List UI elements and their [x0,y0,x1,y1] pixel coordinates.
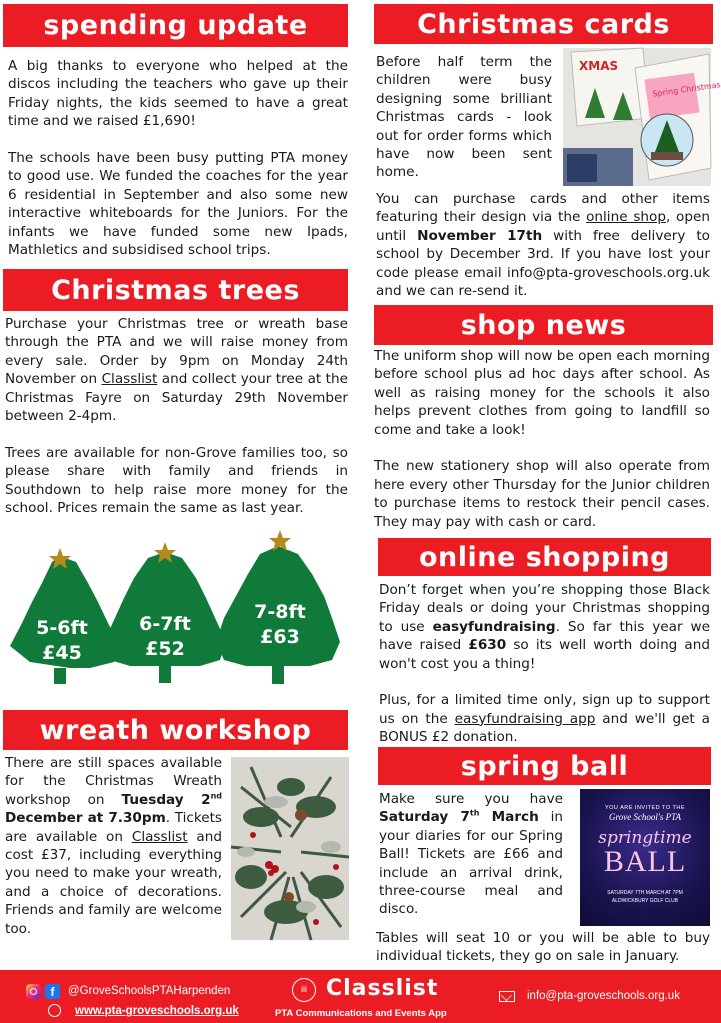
poster-invite: YOU ARE INVITED TO THE [604,805,686,811]
christmas-cards-title: Christmas cards [417,8,670,40]
spending-update-header [3,4,348,47]
tree-3-size: 7-8ft [254,601,306,623]
online-shopping-header [378,538,711,576]
shop-news-header [374,305,713,345]
shop-news-body [374,347,710,531]
tree-2-price: £52 [145,638,185,660]
christmas-trees-header [3,269,348,311]
tree-3 [216,530,340,684]
easyfundraising-app-link[interactable]: easyfundraising app [454,710,596,727]
online-shopping-body [379,581,710,747]
online-paragraph-2: Plus, for a limited time only, sign up to support us on the easyfundraising app and we'll get a BONUS £2 donation. [379,692,710,746]
tree-2 [104,542,226,683]
christmas-cards-body-2 [376,190,710,300]
poster-ball: BALL [603,845,687,878]
spring-ball-body-2 [376,929,710,966]
spring-paragraph-2: Tables will seat 10 or you will be able to buy individual tickets, they go on sale in January. [376,930,710,965]
spending-update-body [8,57,348,259]
classlist-subtitle: PTA Communications and Events App [275,1008,447,1019]
online-shopping-title: online shopping [418,541,670,573]
tree-1-size: 5-6ft [36,617,88,639]
tree-3-price: £63 [260,626,300,648]
classlist-wordmark: Classlist [326,976,439,1001]
christmas-trees-title: Christmas trees [51,274,300,306]
spending-update-title: spending update [43,10,308,41]
email-address[interactable]: info@pta-groveschools.org.uk [527,990,680,1002]
shop-paragraph-2: The new stationery shop will also operate from here every other Thursday for the Junior children to purchase items to restock their pencil cases. They may pay with cash or card. [374,458,710,530]
christmas-trees-body [5,315,348,517]
classlist-link[interactable]: Classlist [131,828,188,845]
christmas-card-artwork [563,48,721,186]
poster-venue: ALDWICKBURY GOLF CLUB [611,898,679,904]
footer [0,970,721,1023]
card-spring-text: Spring Christmas [651,80,721,99]
spring-ball-header [378,747,711,785]
christmas-trees-graphic [10,528,350,703]
christmas-cards-header [374,4,713,44]
wreath-photo [231,757,349,940]
wreath-paragraph: There are still spaces available for the Christmas Wreath workshop on Tuesday 2nd December at 7.30pm. Tickets are available on Classlist and cost £37, including everything you need to make your wreath, and a choice of decorations. Friends and family are welcome too. [5,755,222,937]
poster-script: springtime [598,828,692,848]
online-paragraph-1: Don’t forget when you’re shopping those Black Friday deals or doing your Christmas shopping to use easyfundraising. So far this year we have raised £630 so its well worth doing and won't cost you a thing! [379,582,710,672]
cards-paragraph-1: Before half term the children were busy designing some brilliant Christmas cards - look out for order forms which have now been sent home. [376,54,552,181]
spring-ball-title: spring ball [460,750,629,782]
tree-1 [10,548,120,684]
instagram-icon[interactable] [26,984,41,999]
wreath-workshop-body [5,754,222,938]
spring-paragraph-1: Make sure you have Saturday 7th March in your diaries for our Spring Ball! Tickets are £66 and include an arrival drink, three-course meal and disco. [379,791,564,918]
shop-paragraph-1: The uniform shop will now be open each morning before school plus ad hoc days after school. As well as raising money for the schools it also helps prevent clothes from going to landfill so come and take a look! [374,348,710,438]
classlist-link[interactable]: Classlist [101,371,158,388]
globe-icon [48,1004,61,1017]
spending-paragraph-2: The schools have been busy putting PTA money to good use. We funded the coaches for the year 6 residential in September and also some new interactive whiteboards for the Juniors. For the infants we have funded some new Ipads, Mathletics and subsidised school trips. [8,150,348,259]
email-icon [499,991,515,1002]
shop-news-title: shop news [460,309,627,341]
poster-date: SATURDAY 7TH MARCH AT 7PM [607,890,683,896]
christmas-cards-body-1 [376,53,552,182]
trees-paragraph-2: Trees are available for non-Grove families too, so please share with family and friends in Southdown to help raise more money for the school. Prices remain the same as last year. [5,444,348,517]
spring-ball-poster [580,789,710,926]
trees-paragraph-1: Purchase your Christmas tree or wreath base through the PTA and we will raise money from every sale. Order by 9pm on Monday 24th November on Classlist and collect your tree at the Christmas Fayre on Saturday 29th November between 2-4pm. [5,316,348,425]
poster-org: Grove School's PTA [609,812,681,822]
tree-2-size: 6-7ft [139,613,191,635]
cards-paragraph-2: You can purchase cards and other items featuring their design via the online shop, open until November 17th with free delivery to school by December 3rd. If you have lost your code please email info@pta-groveschools.org.uk and we can re-send it. [376,191,710,300]
facebook-icon[interactable]: f [45,984,60,999]
card-xmas-text: XMAS [579,59,619,73]
classlist-logo-icon: iii [292,978,316,1002]
tree-1-price: £45 [42,642,82,664]
social-handle[interactable]: @GroveSchoolsPTAHarpenden [68,985,231,997]
website-link[interactable]: www.pta-groveschools.org.uk [75,1005,239,1017]
wreath-workshop-title: wreath workshop [39,714,312,746]
online-shop-link[interactable]: online shop [586,209,666,226]
spending-paragraph-1: A big thanks to everyone who helped at the discos including the teachers who gave up their Friday nights, the kids seemed to have a great time and we raised £1,690! [8,58,348,130]
wreath-workshop-header [3,710,348,750]
spring-ball-body-1 [379,790,563,919]
